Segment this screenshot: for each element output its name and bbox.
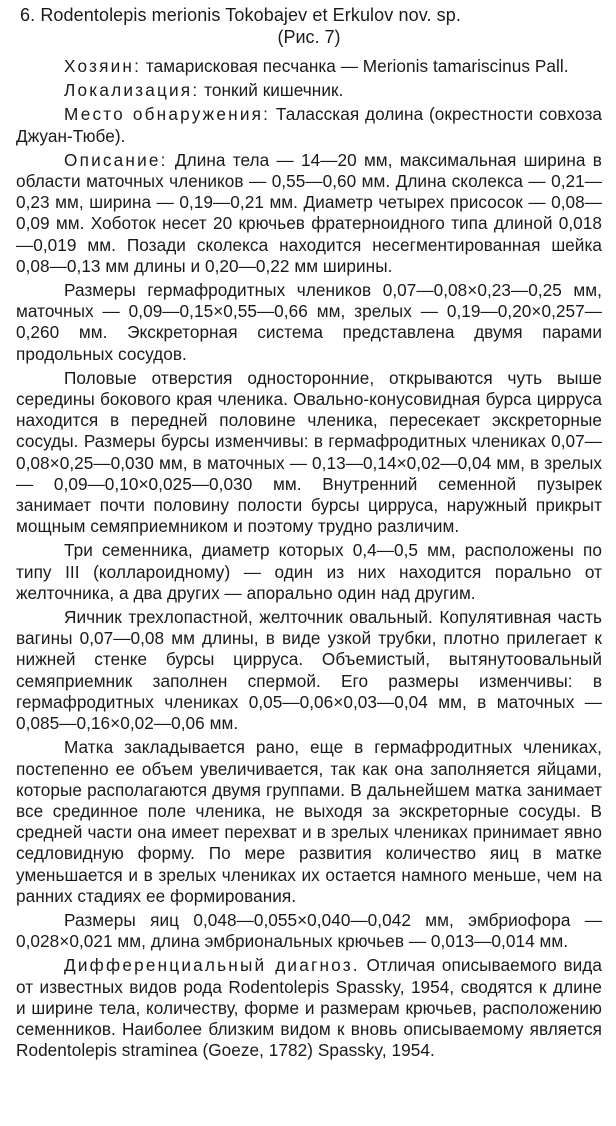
egg-sizes-paragraph <box>16 910 602 952</box>
paragraph-text: Половые отверстия односторонние, открываются чуть выше середины бокового края членика. Овально-конусовидная бурса цирруса находится в передней половине членика, пересекает экскреторные сосуды. Размеры бурсы изменчивы: в гермафродитных члениках 0,07—0,08×0,25—0,030 мм, в маточных — 0,13—0,14×0,02—0,04 мм, в зрелых — 0,09—0,10×0,025—0,030 мм. Внутренний семенной пузырек занимает почти половину полости бурсы цирруса, наружный прикрыт мощным семяприемником и поэтому трудно различим. <box>16 367 602 537</box>
differential-diagnosis-paragraph <box>16 955 602 1061</box>
paragraph-lead: Описание: <box>64 149 168 170</box>
segment-sizes-paragraph <box>16 280 602 365</box>
paragraph-text: Длина тела — 14—20 мм, максимальная ширина в области маточных члеников — 0,55—0,60 мм. Длина сколекса — 0,21—0,23 мм, ширина — 0,19—0,21 мм. Диаметр четырех присосок — 0,08—0,09 мм. Хоботок несет 20 крючьев фратерноидного типа длиной 0,018—0,019 мм. Позади сколекса находится несегментированная шейка 0,08—0,13 мм длины и 0,20—0,22 мм ширины. <box>16 149 602 276</box>
paragraph-text: Размеры яиц 0,048—0,055×0,040—0,042 мм, эмбриофора — 0,028×0,021 мм, длина эмбриональных крючьев — 0,013—0,014 мм. <box>16 909 602 952</box>
paragraph-text: тамарисковая песчанка — Merionis tamariscinus Pall. <box>141 56 569 76</box>
description-paragraph <box>16 150 602 277</box>
species-title: 6. Rodentolepis merionis Tokobajev et Erkulov nov. sp. <box>20 5 461 25</box>
uterus-paragraph <box>16 737 602 907</box>
paragraph-lead: Дифференциальный диагноз. <box>64 955 360 976</box>
localization-paragraph <box>16 80 602 101</box>
ovary-paragraph <box>16 607 602 734</box>
location-paragraph <box>16 104 602 146</box>
paragraph-text: Отличая описываемого вида от известных видов рода Rodentolepis Spassky, 1954, сводятся к длине и ширине тела, количеству, форме и размерам крючьев, расположению семенников. Наиболее близким видом к вновь описываемому является Rodentolepis straminea (Goeze, 1782) Spassky, 1954. <box>16 955 602 1061</box>
genital-openings-paragraph <box>16 368 602 538</box>
host-paragraph <box>16 56 602 77</box>
testes-paragraph <box>16 540 602 604</box>
paragraph-lead: Локализация: <box>64 80 200 101</box>
paragraph-text: Матка закладывается рано, еще в гермафродитных члениках, постепенно ее объем увеличивается, так как она заполняется яйцами, которые располагаются двумя группами. В дальнейшем матка занимает все срединное поле членика, не выходя за экскреторные сосуды. В средней части она имеет перехват и в зрелых члениках принимает явно седловидную форму. По мере развития количество яиц в матке уменьшается и в зрелых члениках их остается намного меньше, чем на ранних стадиях ее формирования. <box>16 737 602 906</box>
paragraph-text: Три семенника, диаметр которых 0,4—0,5 мм, расположены по типу III (коллароидному) — один из них находится порально от желточника, а два других — апорально один над другим. <box>16 540 602 603</box>
paragraph-text: Размеры гермафродитных члеников 0,07—0,08×0,23—0,25 мм, маточных — 0,09—0,15×0,55—0,66 мм, зрелых — 0,19—0,20×0,257—0,260 мм. Экскреторная система представлена двумя парами продольных сосудов. <box>16 280 602 364</box>
figure-reference: (Рис. 7) <box>277 27 341 47</box>
paragraph-lead: Хозяин: <box>64 56 142 76</box>
paragraph-lead: Место обнаружения: <box>64 104 271 125</box>
paragraph-text: тонкий кишечник. <box>199 80 344 101</box>
paragraph-text: Яичник трехлопастной, желточник овальный. Копулятивная часть вагины 0,07—0,08 мм длины, в виде узкой трубки, плотно прилегает к нижней стенке бурсы цирруса. Объемистый, вытянутоовальный семяприемник заполнен спермой. Его размеры изменчивы: в гермафродитных члениках 0,05—0,06×0,03—0,04 мм, в маточных — 0,085—0,16×0,02—0,06 мм. <box>16 607 602 734</box>
paragraph-text: Таласская долина (окрестности совхоза Джуан-Тюбе). <box>16 104 602 146</box>
